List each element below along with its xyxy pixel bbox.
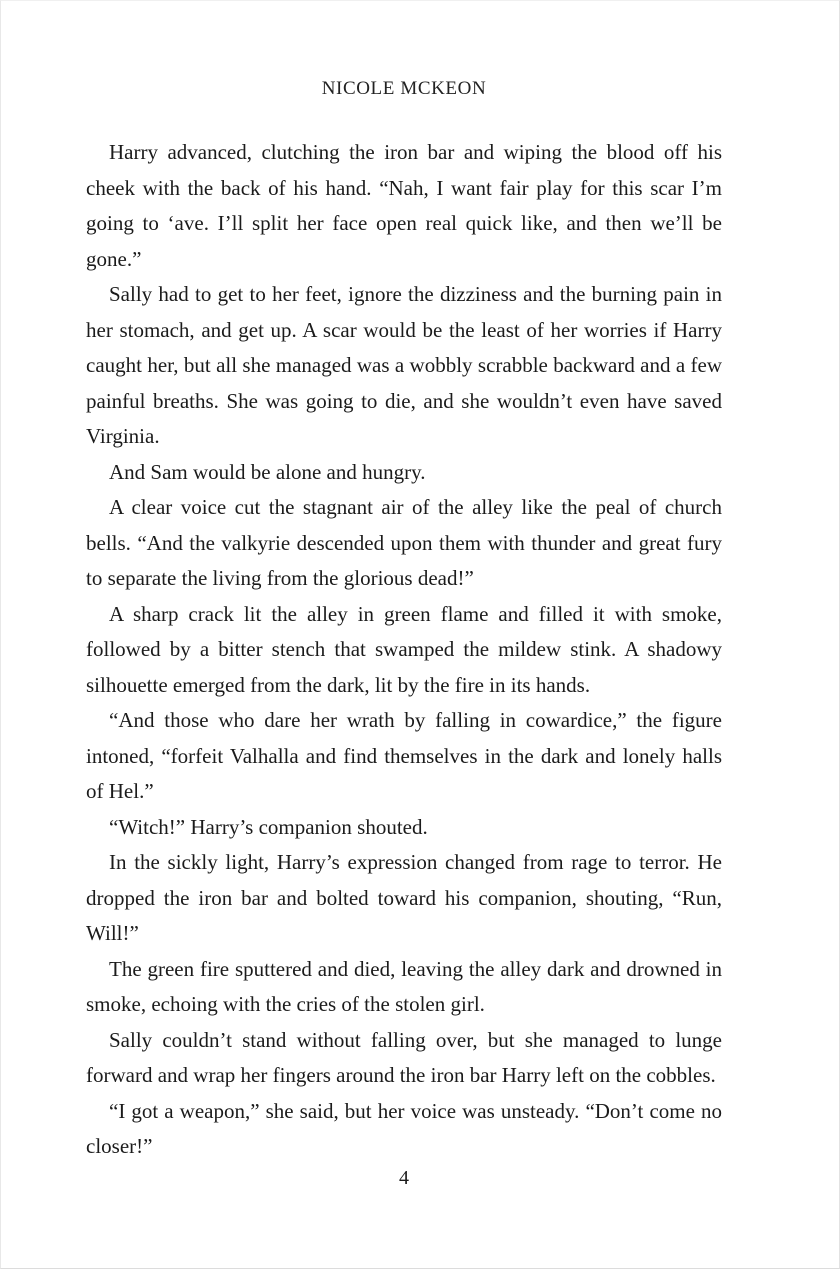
running-header: NICOLE MCKEON bbox=[321, 78, 487, 99]
paragraph: A clear voice cut the stagnant air of the alley like the peal of church bells. “And the valkyrie descended upon them with thunder and great fury to separate the living from the glorious dead!” bbox=[86, 495, 722, 590]
paragraph: “I got a weapon,” she said, but her voice was unsteady. “Don’t come no closer!” bbox=[86, 1098, 722, 1158]
paragraph: And Sam would be alone and hungry. bbox=[109, 459, 426, 484]
paragraph: “Witch!” Harry’s companion shouted. bbox=[109, 814, 428, 839]
paragraph: “And those who dare her wrath by falling in cowardice,” the figure intoned, “forfeit Valhalla and find themselves in the dark and lonely halls of Hel.” bbox=[86, 708, 722, 803]
paragraph: A sharp crack lit the alley in green flame and filled it with smoke, followed by a bitter stench that swamped the mildew stink. A shadowy silhouette emerged from the dark, lit by the fire in its hands. bbox=[86, 601, 722, 697]
paragraph: The green fire sputtered and died, leaving the alley dark and drowned in smoke, echoing with the cries of the stolen girl. bbox=[86, 956, 722, 1016]
paragraph: In the sickly light, Harry’s expression changed from rage to terror. He dropped the iron bar and bolted toward his companion, shouting, “Run, Will!” bbox=[86, 850, 722, 945]
paragraph: Harry advanced, clutching the iron bar and wiping the blood off his cheek with the back of his hand. “Nah, I want fair play for this scar I’m going to ‘ave. I’ll split her face open real quick like, and then we’ll be gone.” bbox=[86, 140, 722, 271]
paragraph: Sally couldn’t stand without falling over, but she managed to lunge forward and wrap her fingers around the iron bar Harry left on the cobbles. bbox=[86, 1027, 722, 1087]
body-text bbox=[86, 135, 722, 1165]
page-number: 4 bbox=[399, 1167, 409, 1189]
paragraph: Sally had to get to her feet, ignore the dizziness and the burning pain in her stomach, and get up. A scar would be the least of her worries if Harry caught her, but all she managed was a wobbly scrabble backward and a few painful breaths. She was going to die, and she wouldn’t even have saved Virginia. bbox=[86, 282, 722, 448]
